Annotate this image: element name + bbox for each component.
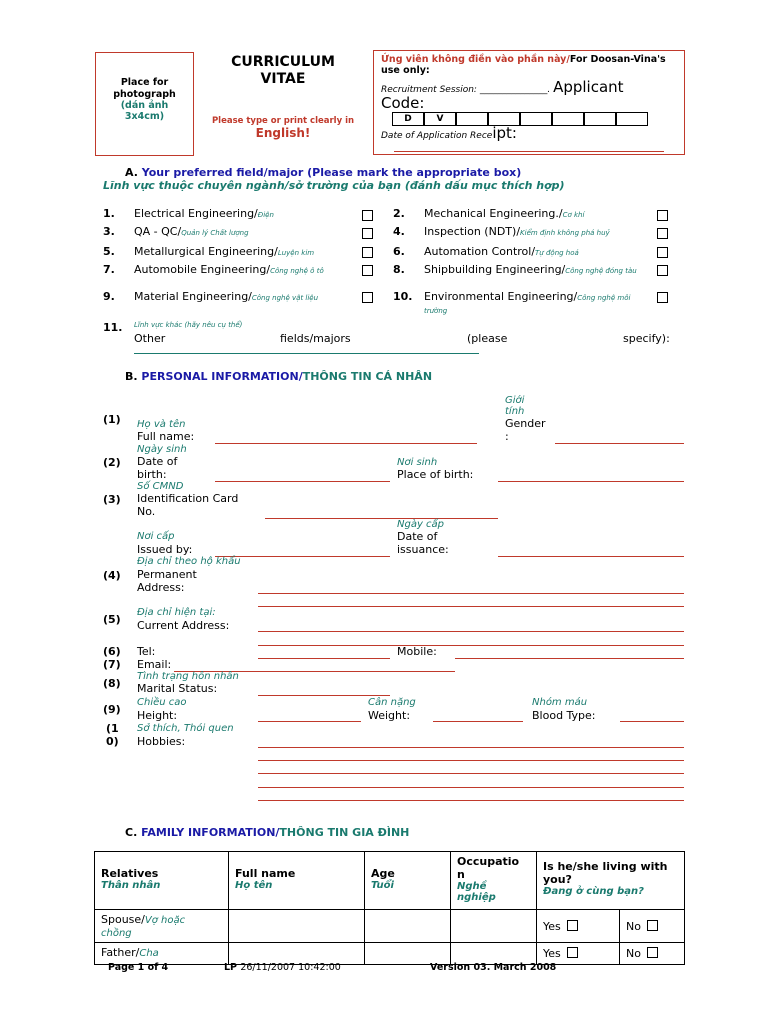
field-label: Metallurgical Engineering/: [134, 245, 278, 258]
field-label-vn: Công nghệ môi trường: [424, 294, 631, 315]
weight-input-line[interactable]: [433, 721, 523, 722]
perm-label: Permanent: [137, 568, 197, 581]
gender-vn: tính: [505, 406, 525, 417]
section-a-heading: [125, 166, 521, 179]
table-header-row: [95, 852, 685, 910]
blood-vn: Nhóm máu: [532, 697, 588, 708]
applicant-label: Applicant: [553, 78, 624, 96]
field-label: Shipbuilding Engineering/: [424, 263, 566, 276]
weight-vn: Cân nặng: [368, 697, 416, 708]
dob-input-line[interactable]: [215, 481, 390, 482]
field-label-vn: Công nghệ đóng tàu: [565, 267, 637, 275]
checkbox-material[interactable]: [362, 292, 373, 303]
hobby-label: Hobbies:: [137, 735, 186, 748]
gender-input-line[interactable]: [555, 443, 684, 444]
application-date-line[interactable]: [394, 151, 664, 152]
other-field-word: Other: [134, 332, 166, 345]
pob-input-line[interactable]: [498, 481, 684, 482]
field-number: 5.: [103, 245, 115, 258]
marital-vn: Tình trạng hôn nhân: [137, 671, 239, 682]
field-label: QA - QC/: [134, 225, 182, 238]
yes-checkbox[interactable]: [567, 920, 578, 931]
item-number: (1): [103, 413, 121, 426]
title-line1: CURRICULUM: [231, 54, 335, 70]
other-field-word: specify):: [623, 332, 670, 345]
col-header: Occupatio: [457, 855, 520, 868]
office-heading-vn: Ứng viên không điền vào phần này/: [381, 54, 570, 65]
issued-label: Issued by:: [137, 543, 193, 556]
doi-label: Date of: [397, 530, 438, 543]
height-label: Height:: [137, 709, 178, 722]
perm-vn: Địa chỉ theo hộ khẩu: [137, 556, 241, 567]
pob-label: Place of birth:: [397, 468, 474, 481]
issued-input-line[interactable]: [215, 556, 390, 557]
photo-line2: photograph: [113, 89, 176, 100]
instruction-note: [203, 116, 363, 140]
marital-label: Marital Status:: [137, 682, 218, 695]
field-label-vn: Kiểm định không phá huỷ: [520, 229, 610, 237]
no-label: No: [626, 947, 641, 960]
item-number: (6): [103, 645, 121, 658]
gender-colon: :: [505, 430, 509, 443]
col-occupation: [451, 852, 537, 910]
checkbox-environmental[interactable]: [657, 292, 668, 303]
col-age: [365, 852, 451, 910]
col-fullname: [229, 852, 365, 910]
yes-cell[interactable]: [537, 910, 620, 943]
code-cell[interactable]: [616, 112, 648, 126]
checkbox-mechanical[interactable]: [657, 210, 668, 221]
perm-input-line[interactable]: [258, 606, 684, 607]
marital-input-line[interactable]: [258, 695, 390, 696]
field-label: Automobile Engineering/: [134, 263, 271, 276]
photo-placeholder: [95, 52, 194, 156]
field-number: 3.: [103, 225, 115, 238]
no-cell[interactable]: [620, 910, 685, 943]
doi-vn: Ngày cấp: [397, 519, 445, 530]
field-label-vn: Điện: [257, 211, 274, 219]
col-header-vn: Họ tên: [235, 880, 273, 891]
doi-label: issuance:: [397, 543, 449, 556]
item-number: (2): [103, 456, 121, 469]
col-header: Is he/she living with: [543, 860, 668, 873]
table-row: [95, 910, 685, 943]
cur-input-line[interactable]: [258, 631, 684, 632]
field-option-electrical: [134, 207, 274, 220]
field-label: Mechanical Engineering./: [424, 207, 563, 220]
code-cell[interactable]: D: [392, 112, 424, 126]
field-option-material: [134, 290, 318, 303]
field-number: 11.: [103, 321, 123, 334]
gender-label: Gender: [505, 417, 546, 430]
col-header-vn: Thân nhân: [101, 880, 161, 891]
instruction-text: Please type or print clearly in: [211, 116, 355, 126]
item-number: (8): [103, 677, 121, 690]
title-line2: VITAE: [260, 71, 306, 87]
blood-label: Blood Type:: [532, 709, 596, 722]
family-table: [94, 851, 685, 965]
application-date-row: [381, 124, 517, 142]
field-number: 10.: [393, 290, 413, 303]
item-number: (7): [103, 658, 121, 671]
pob-vn: Nơi sinh: [397, 457, 438, 468]
field-option-shipbuilding: [424, 263, 649, 276]
field-label: Material Engineering/: [134, 290, 252, 303]
photo-line3: (dán ảnh: [120, 100, 169, 111]
footer-version: Version 03. March 2008: [430, 962, 557, 973]
section-c-letter: C.: [125, 826, 138, 839]
field-option-inspection: [424, 225, 610, 238]
checkbox-automobile[interactable]: [362, 265, 373, 276]
tel-label: Tel:: [137, 645, 156, 658]
height-vn: Chiều cao: [137, 697, 187, 708]
perm-input-line[interactable]: [258, 593, 684, 594]
other-field-word: (please: [467, 332, 508, 345]
section-a-letter: A.: [125, 166, 138, 179]
field-option-environmental: [424, 290, 649, 316]
field-number: 1.: [103, 207, 115, 220]
section-a-vn: Lĩnh vực thuộc chuyên ngành/sở trường của bạn (đánh dấu mục thích hợp): [103, 179, 565, 192]
field-label-vn: Cơ khí: [562, 211, 585, 219]
field-number: 7.: [103, 263, 115, 276]
id-label: No.: [137, 505, 156, 518]
relative-en: Father/: [101, 946, 140, 959]
code-label: Code:: [381, 94, 425, 112]
field-option-qa-qc: [134, 225, 249, 238]
section-b-title: PERSONAL INFORMATION/: [141, 370, 303, 383]
relative-vn: Cha: [139, 948, 159, 959]
hobby-vn: Sở thích, Thói quen: [137, 723, 234, 734]
id-label: Identification Card: [137, 492, 239, 505]
photo-line1: Place for: [120, 77, 169, 88]
yes-label: Yes: [543, 947, 561, 960]
col-header-vn: Nghề: [457, 881, 487, 892]
field-label: Environmental Engineering/: [424, 290, 578, 303]
photo-line4: 3x4cm): [124, 111, 165, 122]
gender-vn: Giới: [505, 395, 525, 406]
issued-vn: Nơi cấp: [137, 531, 175, 542]
checkbox-metallurgical[interactable]: [362, 247, 373, 258]
field-label: Automation Control/: [424, 245, 536, 258]
date-label-tail: ipt:: [492, 124, 517, 142]
field-label-vn: Công nghệ ô tô: [270, 267, 324, 275]
relative-cell: [95, 910, 229, 943]
col-header-vn: Tuổi: [371, 880, 394, 891]
dob-vn: Ngày sinh: [137, 444, 187, 455]
mobile-label: Mobile:: [397, 645, 437, 658]
field-option-metallurgical: [134, 245, 314, 258]
other-field-vn: Lĩnh vực khác (hãy nêu cụ thể): [134, 321, 243, 329]
yes-checkbox[interactable]: [567, 947, 578, 958]
field-option-automobile: [134, 263, 324, 276]
doi-input-line[interactable]: [498, 556, 684, 557]
mobile-input-line[interactable]: [455, 658, 684, 659]
hobby-input-line[interactable]: [258, 787, 684, 788]
col-header: Relatives: [101, 867, 159, 880]
code-cell[interactable]: [520, 112, 552, 126]
id-vn: Số CMND: [137, 481, 184, 492]
email-label: Email:: [137, 658, 172, 671]
date-label: Date of Application Rece: [381, 131, 493, 141]
id-input-line[interactable]: [265, 518, 498, 519]
col-header: Age: [371, 867, 395, 880]
no-checkbox[interactable]: [647, 920, 658, 931]
tel-input-line[interactable]: [258, 658, 390, 659]
section-c-heading: [125, 826, 409, 839]
footer-stamp: [224, 962, 341, 973]
footer-timestamp: 26/11/2007 10:42:00: [240, 962, 341, 973]
section-a-title: Your preferred field/major (Please mark the appropriate box): [141, 166, 522, 179]
section-b-letter: B.: [125, 370, 138, 383]
field-number: 9.: [103, 290, 115, 303]
field-number: 6.: [393, 245, 405, 258]
session-blank[interactable]: _______________.: [479, 85, 551, 95]
col-header: n: [457, 868, 465, 881]
page-title: [218, 54, 348, 88]
col-living: [537, 852, 685, 910]
no-cell[interactable]: [620, 943, 685, 965]
office-use-box: [373, 50, 685, 155]
field-number: 4.: [393, 225, 405, 238]
col-header-vn: Đang ở cùng bạn?: [543, 886, 644, 897]
field-label-vn: Luyện kim: [277, 249, 315, 257]
field-label-vn: Quản lý Chất lượng: [181, 229, 249, 237]
table-row: [95, 943, 685, 965]
field-label-vn: Tự động hoá: [535, 249, 579, 257]
hobby-input-line[interactable]: [258, 747, 684, 748]
field-option-mechanical: [424, 207, 584, 220]
field-label-vn: Công nghệ vật liệu: [251, 294, 319, 302]
cur-input-line[interactable]: [258, 645, 684, 646]
age-cell[interactable]: [365, 910, 451, 943]
section-c-vn: THÔNG TIN GIA ĐÌNH: [279, 826, 410, 839]
section-b-vn: THÔNG TIN CÁ NHÂN: [302, 370, 433, 383]
relative-vn: chồng: [101, 928, 132, 939]
cur-label: Current Address:: [137, 619, 230, 632]
item-number: (9): [103, 703, 121, 716]
height-input-line[interactable]: [258, 721, 361, 722]
no-label: No: [626, 919, 641, 933]
field-label: Inspection (NDT)/: [424, 225, 521, 238]
dob-label: birth:: [137, 468, 167, 481]
checkbox-inspection[interactable]: [657, 228, 668, 239]
instruction-english: English!: [255, 126, 311, 140]
col-header-vn: nghiệp: [457, 892, 496, 903]
relative-en: Spouse/: [101, 913, 145, 926]
item-number: (3): [103, 493, 121, 506]
fullname-vn: Họ và tên: [137, 419, 186, 430]
relative-vn: Vợ hoặc: [144, 915, 186, 926]
office-heading-en: For Doosan-Vina's use only:: [381, 54, 666, 76]
section-b-heading: [125, 370, 432, 383]
occupation-cell[interactable]: [451, 910, 537, 943]
dob-label: Date of: [137, 455, 178, 468]
item-number: (5): [103, 613, 121, 626]
code-cell[interactable]: V: [424, 112, 456, 126]
weight-label: Weight:: [368, 709, 411, 722]
fullname-label: Full name:: [137, 430, 195, 443]
item-number: 0): [106, 735, 119, 748]
recruitment-session-row: [381, 78, 681, 96]
hobby-input-line[interactable]: [258, 760, 684, 761]
col-header: you?: [543, 873, 572, 886]
fullname-input-line[interactable]: [215, 443, 477, 444]
checkbox-electrical[interactable]: [362, 210, 373, 221]
yes-label: Yes: [543, 919, 561, 933]
item-number: (1: [106, 722, 119, 735]
footer-lp: LP: [224, 962, 238, 973]
code-cell[interactable]: [584, 112, 616, 126]
code-cell[interactable]: [552, 112, 584, 126]
field-number: 8.: [393, 263, 405, 276]
hobby-input-line[interactable]: [258, 773, 684, 774]
fullname-cell[interactable]: [229, 910, 365, 943]
field-option-automation: [424, 245, 579, 258]
cur-vn: Địa chỉ hiện tại:: [137, 607, 216, 618]
item-number: (4): [103, 569, 121, 582]
page-number: Page 1 of 4: [108, 962, 169, 973]
col-header: Full name: [235, 867, 296, 880]
perm-label: Address:: [137, 581, 185, 594]
checkbox-qa-qc[interactable]: [362, 228, 373, 239]
field-label: Electrical Engineering/: [134, 207, 258, 220]
col-relatives: [95, 852, 229, 910]
other-field-input-line[interactable]: [134, 353, 479, 354]
section-c-title: FAMILY INFORMATION/: [141, 826, 280, 839]
no-checkbox[interactable]: [647, 947, 658, 958]
field-number: 2.: [393, 207, 405, 220]
hobby-input-line[interactable]: [258, 800, 684, 801]
session-label: Recruitment Session:: [381, 85, 477, 95]
checkbox-shipbuilding[interactable]: [657, 265, 668, 276]
checkbox-automation[interactable]: [657, 247, 668, 258]
other-field-word: fields/majors: [280, 332, 351, 345]
office-heading: [381, 54, 679, 76]
blood-input-line[interactable]: [620, 721, 684, 722]
